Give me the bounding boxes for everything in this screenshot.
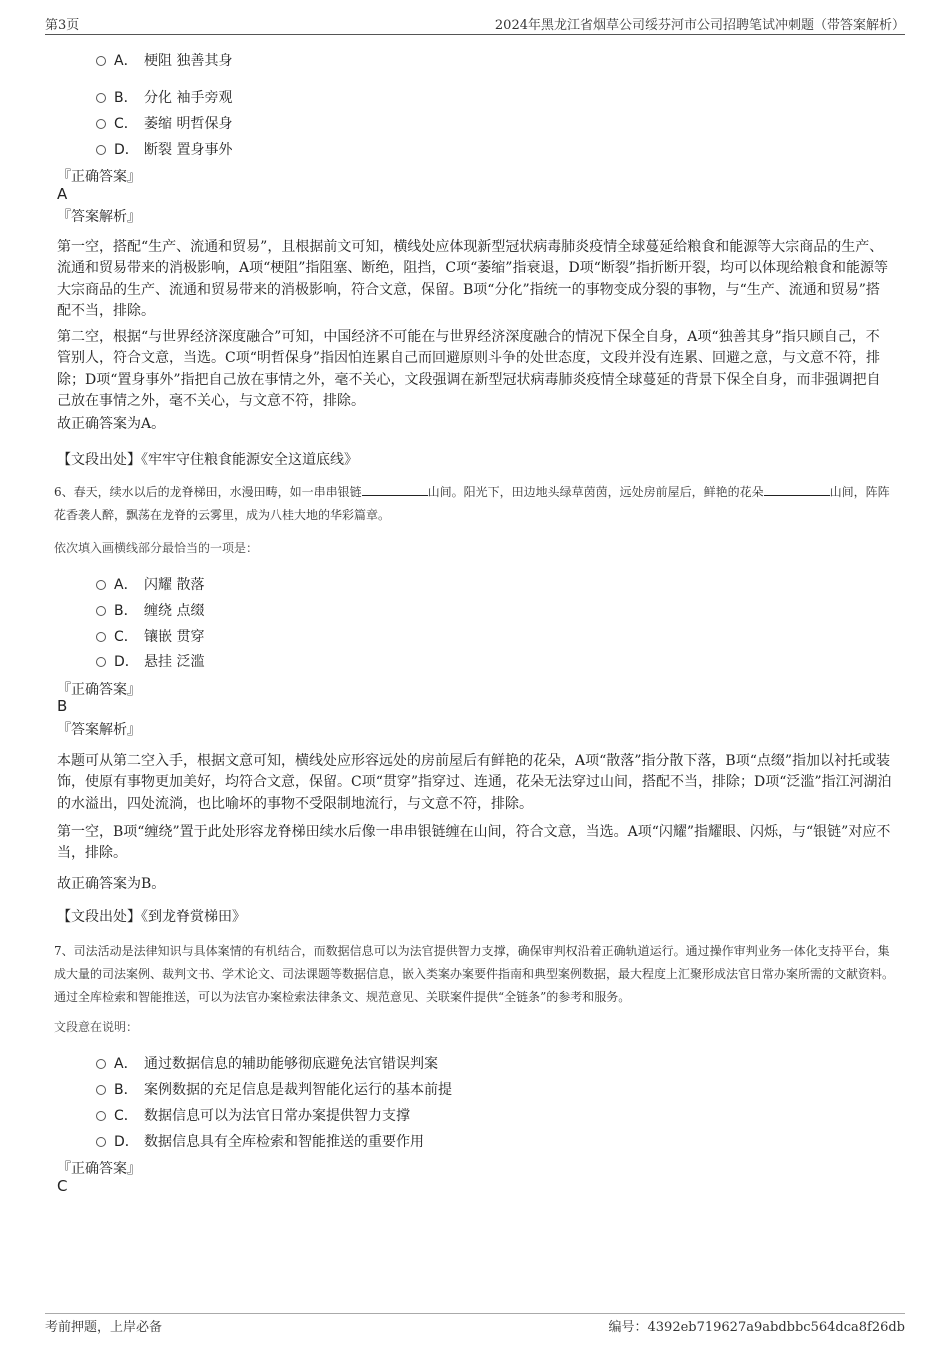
q6-option-b[interactable]: B． 缠绕 点缀 — [96, 600, 204, 620]
fill-blank-1[interactable] — [362, 483, 428, 496]
radio-icon[interactable] — [96, 1137, 106, 1147]
q5-option-a[interactable]: A． 梗阻 独善其身 — [96, 50, 232, 70]
page-footer — [45, 1313, 905, 1336]
q7-option-c[interactable]: C． 数据信息可以为法官日常办案提供智力支撑 — [96, 1105, 410, 1125]
footer-serial: 编号：4392eb719627a9abdbbc564dca8f26db — [608, 1320, 905, 1335]
q6-option-c[interactable]: C． 镶嵌 贯穿 — [96, 626, 204, 646]
q5-option-d[interactable]: D． 断裂 置身事外 — [96, 139, 232, 159]
q7-option-b[interactable]: B． 案例数据的充足信息是裁判智能化运行的基本前提 — [96, 1079, 452, 1099]
radio-icon[interactable] — [96, 56, 106, 66]
q5-analysis-label: 『答案解析』 — [57, 209, 141, 225]
page-number: 第3页 — [45, 18, 80, 33]
footer-slogan: 考前押题，上岸必备 — [45, 1320, 163, 1335]
q6-analysis-label: 『答案解析』 — [57, 722, 141, 738]
radio-icon[interactable] — [96, 1059, 106, 1069]
q5-answer: A — [57, 185, 68, 203]
q5-option-c[interactable]: C． 萎缩 明哲保身 — [96, 113, 232, 133]
fill-blank-2[interactable] — [764, 483, 830, 496]
radio-icon[interactable] — [96, 1085, 106, 1095]
q6-question-text: 6、春天，续水以后的龙脊梯田，水漫田畴，如一串串银链 山间。阳光下，田边地头绿草茵茵，远处房前屋后，鲜艳的花朵 山间，阵阵花香袭人醉，飘荡在龙脊的云雾里，成为八桂大地的华彩篇章。 — [54, 485, 890, 522]
q6-answer: B — [57, 697, 68, 715]
q7-prompt: 文段意在说明： — [54, 1020, 139, 1034]
q5-source: 【文段出处】《牢牢守住粮食能源安全这道底线》 — [57, 452, 358, 468]
q5-analysis-paragraph-1: 第一空，搭配“生产、流通和贸易”，且根据前文可知，横线处应体现新型冠状病毒肺炎疫情全球蔓延给粮食和能源等大宗商品的生产、流通和贸易带来的消极影响，A项“梗阻”指阻塞、断绝，阻挡，C项“萎缩”指衰退，D项“断裂”指折断开裂，均可以体现给粮食和能源等大宗商品的生产、流通和贸易带来的消极影响，符合文意，保留。B项“分化”指统一的事物变成分裂的事物，与“生产、流通和贸易”搭配不当，排除。 — [57, 239, 888, 319]
radio-icon[interactable] — [96, 632, 106, 642]
q7-option-d[interactable]: D． 数据信息具有全库检索和智能推送的重要作用 — [96, 1131, 424, 1151]
q6-prompt: 依次填入画横线部分最恰当的一项是： — [54, 541, 259, 555]
q7-answer-label: 『正确答案』 — [57, 1161, 141, 1177]
q5-answer-label: 『正确答案』 — [57, 169, 141, 185]
q6-option-a[interactable]: A． 闪耀 散落 — [96, 574, 204, 594]
q7-option-a[interactable]: A． 通过数据信息的辅助能够彻底避免法官错误判案 — [96, 1053, 438, 1073]
q7-answer: C — [57, 1177, 68, 1195]
document-title: 2024年黑龙江省烟草公司绥芬河市公司招聘笔试冲刺题（带答案解析） — [494, 18, 905, 33]
q6-option-d[interactable]: D． 悬挂 泛滥 — [96, 651, 204, 671]
radio-icon[interactable] — [96, 606, 106, 616]
radio-icon[interactable] — [96, 93, 106, 103]
radio-icon[interactable] — [96, 119, 106, 129]
radio-icon[interactable] — [96, 1111, 106, 1121]
radio-icon[interactable] — [96, 580, 106, 590]
q5-option-b[interactable]: B． 分化 袖手旁观 — [96, 87, 232, 107]
radio-icon[interactable] — [96, 145, 106, 155]
q6-analysis-paragraph-1: 本题可从第二空入手，根据文意可知，横线处应形容远处的房前屋后有鲜艳的花朵，A项“散落”指分散下落，B项“点缀”指加以衬托或装饰，使原有事物更加美好，均符合文意，保留。C项“贯穿”指穿过、连通，花朵无法穿过山间，搭配不当，排除；D项“泛滥”指江河湖泊的水溢出，四处流淌，也比喻坏的事物不受限制地流行，与文意不符，排除。 — [57, 753, 892, 812]
q5-analysis-paragraph-3: 故正确答案为A。 — [57, 416, 166, 432]
radio-icon[interactable] — [96, 657, 106, 667]
q5-analysis-paragraph-2: 第二空，根据“与世界经济深度融合”可知，中国经济不可能在与世界经济深度融合的情况下保全自身，A项“独善其身”指只顾自己，不管别人，符合文意，当选。C项“明哲保身”指因怕连累自己而回避原则斗争的处世态度，文段并没有连累、回避之意，与文意不符，排除；D项“置身事外”指把自己放在事情之外，毫不关心，文段强调在新型冠状病毒肺炎疫情全球蔓延的背景下保全自身，而非强调把自己放在事情之外，毫不关心，与文意不符，排除。 — [57, 329, 881, 409]
q6-source: 【文段出处】《到龙脊赏梯田》 — [57, 909, 246, 925]
q7-question-text: 7、司法活动是法律知识与具体案情的有机结合，而数据信息可以为法官提供智力支撑，确保审判权沿着正确轨道运行。通过操作审判业务一体化支持平台，集成大量的司法案例、裁判文书、学术论文、司法课题等数据信息，嵌入类案办案要件指南和典型案例数据，最大程度上汇聚形成法官日常办案所需的文献资料。通过全库检索和智能推送，可以为法官办案检索法律条文、规范意见、关联案件提供“全链条”的参考和服务。 — [54, 944, 895, 1004]
q6-analysis-paragraph-2: 第一空，B项“缠绕”置于此处形容龙脊梯田续水后像一串串银链缠在山间，符合文意，当选。A项“闪耀”指耀眼、闪烁，与“银链”对应不当，排除。 — [57, 824, 891, 862]
q6-answer-label: 『正确答案』 — [57, 682, 141, 698]
page-header — [45, 14, 905, 35]
q6-analysis-paragraph-3: 故正确答案为B。 — [57, 876, 166, 892]
